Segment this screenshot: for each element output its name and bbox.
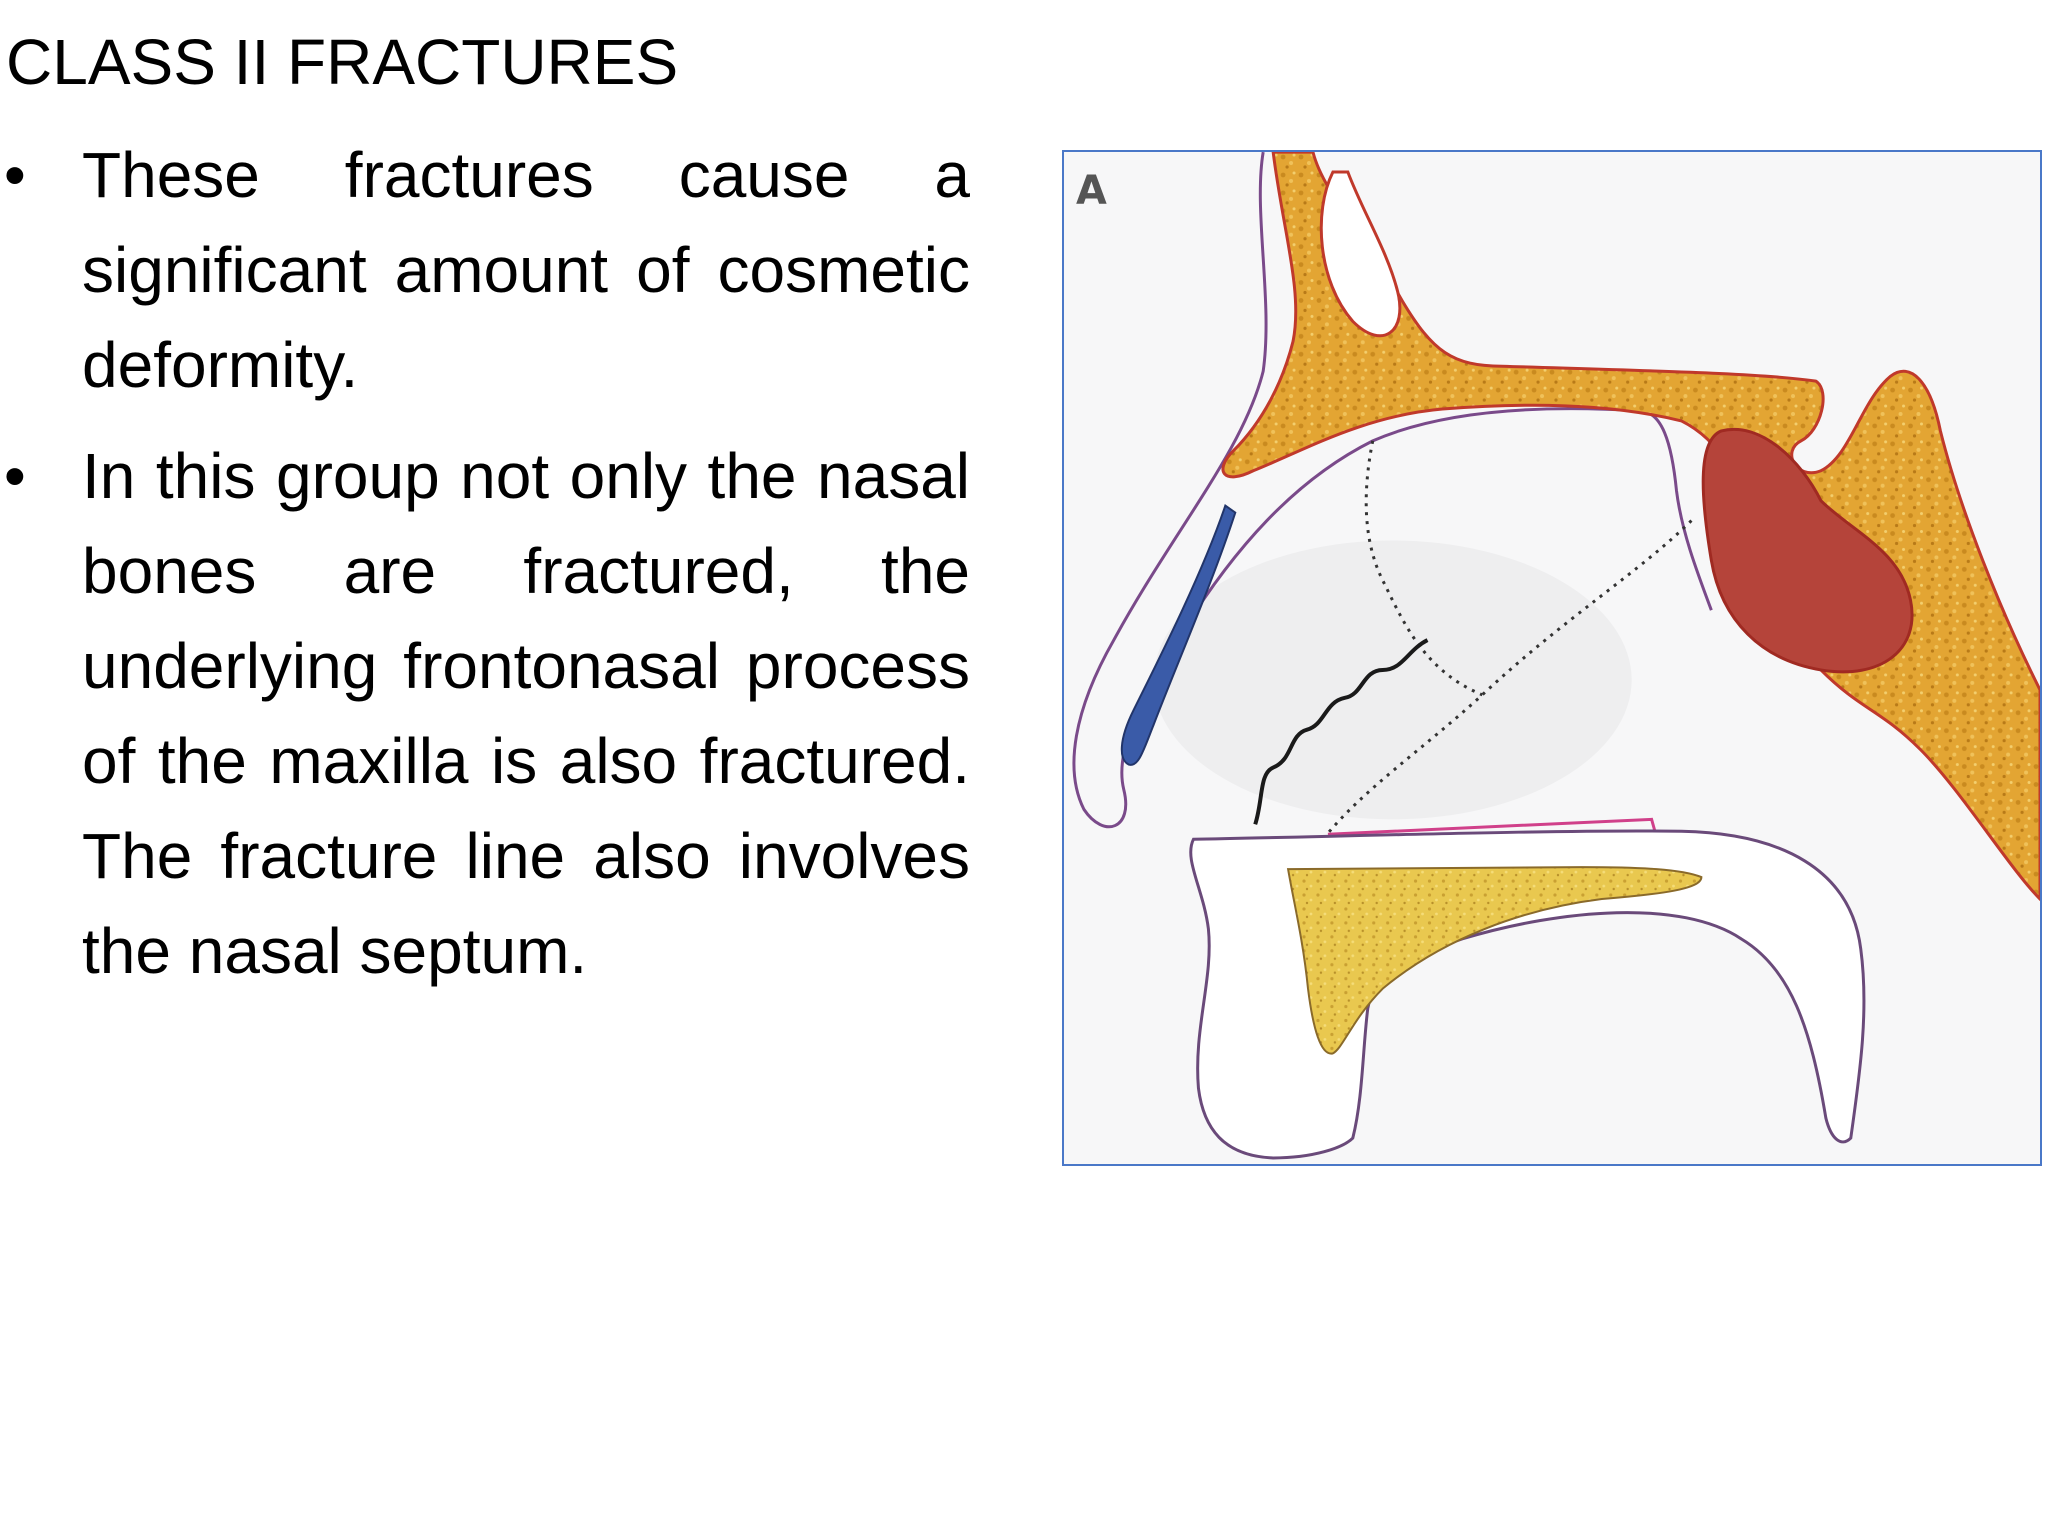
bullet-item-cosmetic-deformity [0, 128, 980, 413]
bullet-list [0, 128, 980, 1015]
bullet-text: In this group not only the nasal bones are fractured, the underlying frontonasal process of the maxilla is also fractured. The fracture line also involves the nasal septum. [82, 440, 970, 987]
bullet-marker: • [4, 442, 26, 511]
bullet-item-frontonasal-fracture [0, 429, 980, 999]
bullet-text: These fractures cause a significant amount of cosmetic deformity. [82, 139, 970, 401]
nasal-cavity-shading [1154, 540, 1632, 819]
bullet-marker: • [4, 141, 26, 210]
nasal-anatomy-illustration [1064, 152, 2040, 1164]
nasal-fracture-diagram [1062, 150, 2042, 1166]
slide-title: CLASS II FRACTURES [6, 26, 679, 98]
panel-label: A [1075, 167, 1107, 214]
